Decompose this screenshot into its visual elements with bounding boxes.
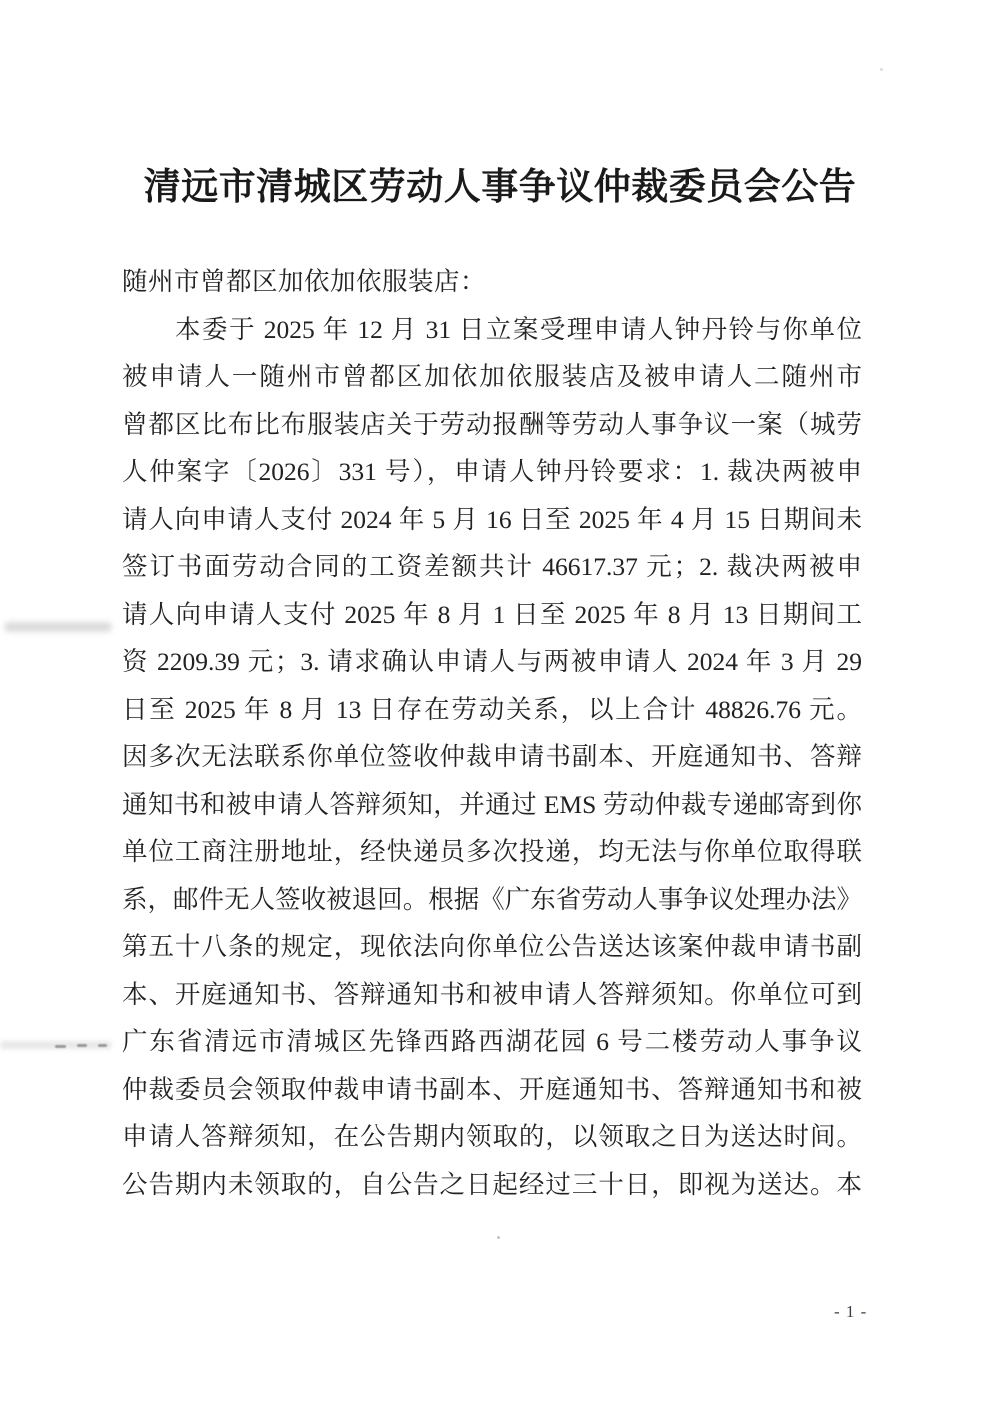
scan-smudge xyxy=(98,1044,107,1047)
document-line: 仲裁委员会领取仲裁申请书副本、开庭通知书、答辩通知书和被 xyxy=(122,1074,862,1104)
scan-speck xyxy=(880,68,883,71)
document-body xyxy=(122,258,862,1208)
document-line: 本、开庭通知书、答辩通知书和被申请人答辩须知。你单位可到 xyxy=(122,979,862,1009)
document-line: 因多次无法联系你单位签收仲裁申请书副本、开庭通知书、答辩 xyxy=(122,742,862,771)
document-line: 请人向申请人支付 2025 年 8 月 1 日至 2025 年 8 月 13 日期间工 xyxy=(122,599,862,629)
document-line: 日至 2025 年 8 月 13 日存在劳动关系，以上合计 48826.76 元。 xyxy=(122,694,862,724)
document-line: 公告期内未领取的，自公告之日起经过三十日，即视为送达。本 xyxy=(122,1169,862,1199)
page-number: - 1 - xyxy=(834,1302,868,1321)
document-line: 单位工商注册地址，经快递员多次投递，均无法与你单位取得联 xyxy=(122,837,862,866)
salutation-line: 随州市曾都区加依加依服装店： xyxy=(122,267,487,296)
document-line: 通知书和被申请人答辩须知，并通过 EMS 劳动仲裁专递邮寄到你 xyxy=(122,789,862,819)
document-line: 申请人答辩须知，在公告期内领取的，以领取之日为送达时间。 xyxy=(122,1122,862,1151)
document-line: 被申请人一随州市曾都区加依加依服装店及被申请人二随州市 xyxy=(122,362,862,391)
document-line: 系，邮件无人签收被退回。根据《广东省劳动人事争议处理办法》 xyxy=(122,884,862,914)
document-line: 本委于 2025 年 12 月 31 日立案受理申请人钟丹铃与你单位 xyxy=(175,314,862,344)
document-line: 资 2209.39 元；3. 请求确认申请人与两被申请人 2024 年 3 月 29 xyxy=(122,647,862,676)
scan-smudge xyxy=(77,1044,87,1047)
document-line: 曾都区比布比布服装店关于劳动报酬等劳动人事争议一案（城劳 xyxy=(122,409,862,439)
scan-smudge xyxy=(55,1045,66,1048)
scan-speck xyxy=(497,1236,500,1239)
scan-smudge xyxy=(4,622,112,632)
document-line: 人仲案字〔2026〕331 号），申请人钟丹铃要求：1. 裁决两被申 xyxy=(122,457,862,486)
document-title: 清远市清城区劳动人事争议仲裁委员会公告 xyxy=(143,166,857,207)
document-line: 签订书面劳动合同的工资差额共计 46617.37 元；2. 裁决两被申 xyxy=(122,552,862,581)
document-line: 请人向申请人支付 2024 年 5 月 16 日至 2025 年 4 月 15 日期间未 xyxy=(122,504,862,534)
document-line: 第五十八条的规定，现依法向你单位公告送达该案仲裁申请书副 xyxy=(122,932,862,961)
document-line: 广东省清远市清城区先锋西路西湖花园 6 号二楼劳动人事争议 xyxy=(122,1027,862,1056)
